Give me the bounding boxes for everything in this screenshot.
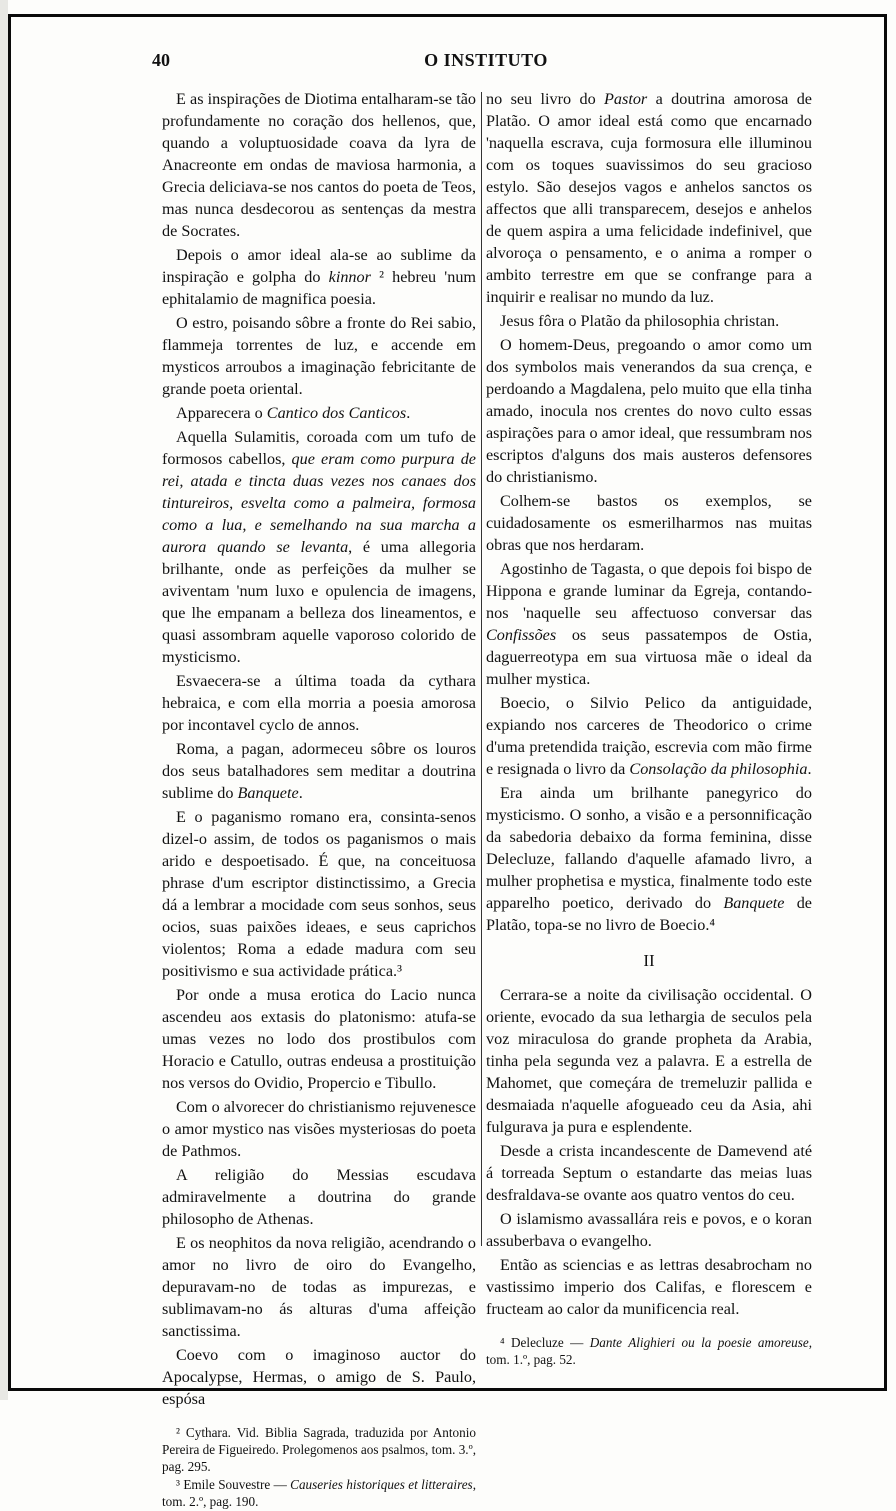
text-run: Por onde a musa erotica do Lacio nunca ascendeu aos extasis do platonismo: atufa-se umas vezes no lodo dos prostibulos com Horacio e Catullo, outras endeusa a prostituição nos versos do Ovidio, Propercio e Tibullo.: [162, 986, 476, 1092]
paragraph: [162, 670, 476, 736]
right-column-body-part2: [486, 984, 812, 1320]
text-run: de Platão, topa-se no livro de Boecio.⁴: [486, 894, 812, 934]
left-column: [162, 88, 476, 1511]
italic-run: Pastor: [604, 90, 648, 108]
paragraph: [486, 334, 812, 488]
text-run: Cerrara-se a noite da civilisação occidental. O oriente, evocado da sua lethargia de seculos pela voz miraculosa do grande propheta da Arabia, tinha pela segunda vez a palavra. E a estrella de Mahomet, que começára de tremeluzir pallida e desmaiada n'aquelle afogueado ceu da Asia, ahi fulgurava ja pura e esplendente.: [486, 986, 812, 1136]
footnote: [486, 1334, 812, 1368]
paragraph: [486, 558, 812, 690]
text-run: a doutrina amorosa de Platão. O amor ideal está como que encarnado 'naquella escrava, cuja formosura elle illuminou com os toques suavissimos do seu gracioso estylo. São desejos vagos e anhelos sanctos os affectos que alli transparecem, desejos e anhelos de quem aspira a uma felicidade indefinivel, que alvoroça o pensamento, e o anima a romper o ambito terrestre em que se confrange para a inquirir e realisar no mundo da luz.: [486, 90, 812, 306]
text-run: E o paganismo romano era, consinta-senos dizel-o assim, de todos os paganismos o mais arido e despoetisado. É que, na conceituosa phrase d'um escriptor distinctissimo, a Grecia dá a lembrar a mocidade com seus sonhos, seus ocios, suas paixões ideaes, e seus caprichos violentos; Roma a edade madura com seu positivismo e sua actividade prática.³: [162, 808, 476, 980]
text-run: no seu livro do: [486, 90, 605, 108]
italic-run: Cantico dos Canticos: [266, 404, 407, 422]
text-run: Roma, a pagan, adormeceu sôbre os louros dos seus batalhadores sem meditar a doutrina sublime do: [162, 740, 476, 802]
paragraph: [162, 426, 476, 668]
paragraph: [486, 310, 812, 332]
paragraph: [486, 692, 812, 780]
text-run: Aquella Sulamitis, coroada com um tufo de formosos cabellos,: [162, 428, 476, 468]
paragraph: [162, 1096, 476, 1162]
text-run: , é uma allegoria brilhante, onde as perfeições da mulher se aviventam 'num luxo e opulencia de imagens, que lhe empanam a belleza dos lineamentos, e quasi assombram aquelle vaporoso colorido de mysticismo.: [162, 538, 476, 666]
text-run: Era ainda um brilhante panegyrico do mysticismo. O sonho, a visão e a personnificação da sabedoria debaixo da forma feminina, disse Delecluze, fallando d'aquelle afamado livro, a mulher prophetisa e mystica, finalmente todo este apparelho poetico, derivado do: [486, 784, 812, 912]
paragraph: [162, 1344, 476, 1410]
text-run: Apparecera o: [176, 404, 267, 422]
text-run: ² hebreu 'num ephitalamio de magnifica poesia.: [162, 268, 477, 308]
text-run: O homem-Deus, pregoando o amor como um dos symbolos mais venerandos da sua crença, e perdoando a Magdalena, pelo muito que ella tinha amado, inocula nos crentes do novo culto essas aspirações para o amor ideal, que ressumbram nos escriptos d'alguns dos mais austeros defensores do christianismo.: [486, 336, 812, 486]
paragraph: [486, 490, 812, 556]
text-run: , tom. 2.º, pag. 190.: [162, 1477, 476, 1509]
text-run: Coevo com o imaginoso auctor do Apocalypse, Hermas, o amigo de S. Paulo, espósa: [162, 1346, 476, 1408]
paragraph: [162, 738, 476, 804]
italic-run: Dante Alighieri ou la poesie amoreuse: [589, 1335, 809, 1350]
italic-run: Confissões: [486, 626, 557, 644]
text-run: .: [406, 404, 411, 422]
left-column-body: [162, 88, 476, 1410]
italic-run: kinnor: [328, 268, 371, 286]
footnote: [162, 1424, 476, 1475]
text-run: .: [298, 784, 303, 802]
italic-run: que eram como purpura de rei, atada e tincta duas vezes nos canaes dos tintureiros, esvelta como a palmeira, formosa como a lua, e semelhando na sua marcha a aurora quando se levanta: [162, 450, 476, 556]
text-run: E os neophitos da nova religião, acendrando o amor no livro de oiro do Evangelho, depuravam-no de todas as impurezas, e sublimavam-no ás alturas d'uma affeição sanctissima.: [162, 1234, 476, 1340]
paragraph: [162, 1232, 476, 1342]
paragraph: [162, 88, 476, 242]
text-run: , tom. 1.º, pag. 52.: [486, 1335, 813, 1367]
left-footnotes: [162, 1424, 476, 1510]
footnote: [162, 1476, 476, 1510]
italic-run: Banquete: [237, 784, 299, 802]
italic-run: Consolação da philosophia: [629, 760, 808, 778]
text-run: os seus passatempos de Ostia, daguerreotypa em sua virtuosa mãe o ideal da mulher mystica.: [486, 626, 812, 688]
paragraph: [486, 1254, 812, 1320]
text-run: ² Cythara. Vid. Biblia Sagrada, traduzida por Antonio Pereira de Figueiredo. Prolegomenos aos psalmos, tom. 3.º, pag. 295.: [162, 1425, 476, 1474]
paragraph: [486, 782, 812, 936]
text-run: O estro, poisando sôbre a fronte do Rei sabio, flammeja torrentes de luz, e accende em mysticos arroubos a imaginação febricitante de grande poeta oriental.: [162, 314, 476, 398]
paragraph: [486, 984, 812, 1138]
text-run: Colhem-se bastos os exemplos, se cuidadosamente os esmerilharmos nas muitas obras que nos herdaram.: [486, 492, 812, 554]
text-run: .: [807, 760, 812, 778]
right-footnotes: [486, 1334, 812, 1368]
text-run: Jesus fôra o Platão da philosophia christan.: [500, 312, 780, 330]
text-run: A religião do Messias escudava admiravelmente a doutrina do grande philosopho de Athenas.: [162, 1166, 476, 1228]
text-run: Com o alvorecer do christianismo rejuvenesce o amor mystico nas visões mysteriosas do poeta de Pathmos.: [162, 1098, 476, 1160]
paragraph: [486, 1208, 812, 1252]
text-run: Depois o amor ideal ala-se ao sublime da inspiração e golpha do: [162, 246, 476, 286]
paragraph: [162, 1164, 476, 1230]
section-numeral: II: [643, 951, 655, 970]
page-number: 40: [152, 50, 170, 70]
text-run: Desde a crista incandescente de Damevend até á torreada Septum o estandarte das meias luas desfraldava-se ovante aos quatro ventos do ceu.: [486, 1142, 812, 1204]
italic-run: Causeries historiques et litteraires: [290, 1477, 473, 1492]
paragraph: [162, 984, 476, 1094]
text-run: E as inspirações de Diotima entalharam-se tão profundamente no coração dos hellenos, que, quando a voluptuosidade coava da lyra de Anacreonte em ondas de maviosa harmonia, a Grecia deliciava-se nos cantos do poeta de Teos, mas nunca desdecorou as sentenças da mestra de Socrates.: [162, 90, 476, 240]
paragraph: [486, 1140, 812, 1206]
column-divider: [481, 92, 482, 1246]
paragraph: [162, 312, 476, 400]
text-run: ⁴ Delecluze —: [500, 1335, 590, 1350]
text-run: Esvaecera-se a última toada da cythara hebraica, e com ella morria a poesia amorosa por incontavel cyclo de annos.: [162, 672, 476, 734]
right-column: [486, 88, 812, 1369]
paragraph: [162, 244, 476, 310]
text-run: O islamismo avassallára reis e povos, e o koran assuberbava o evangelho.: [486, 1210, 812, 1250]
running-head: [152, 50, 820, 74]
text-run: Agostinho de Tagasta, o que depois foi bispo de Hippona e grande luminar da Egreja, contando-nos 'naquelle seu affectuoso conversar das: [486, 560, 812, 622]
italic-run: Banquete: [723, 894, 785, 912]
paragraph: [162, 402, 476, 424]
text-run: ³ Emile Souvestre —: [176, 1477, 291, 1492]
scan-edge: [0, 0, 8, 1400]
right-column-body-part1: [486, 88, 812, 936]
text-run: Então as sciencias e as lettras desabrocham no vastissimo imperio dos Califas, e florescem e fructeam ao calor da munificencia real.: [486, 1256, 812, 1318]
text-run: Boecio, o Silvio Pelico da antiguidade, expiando nos carceres de Theodorico o crime d'uma pretendida traição, escrevia com mão firme e resignada o livro da: [486, 694, 812, 778]
paragraph: [162, 806, 476, 982]
paragraph: [486, 88, 812, 308]
journal-title: O INSTITUTO: [424, 50, 548, 70]
